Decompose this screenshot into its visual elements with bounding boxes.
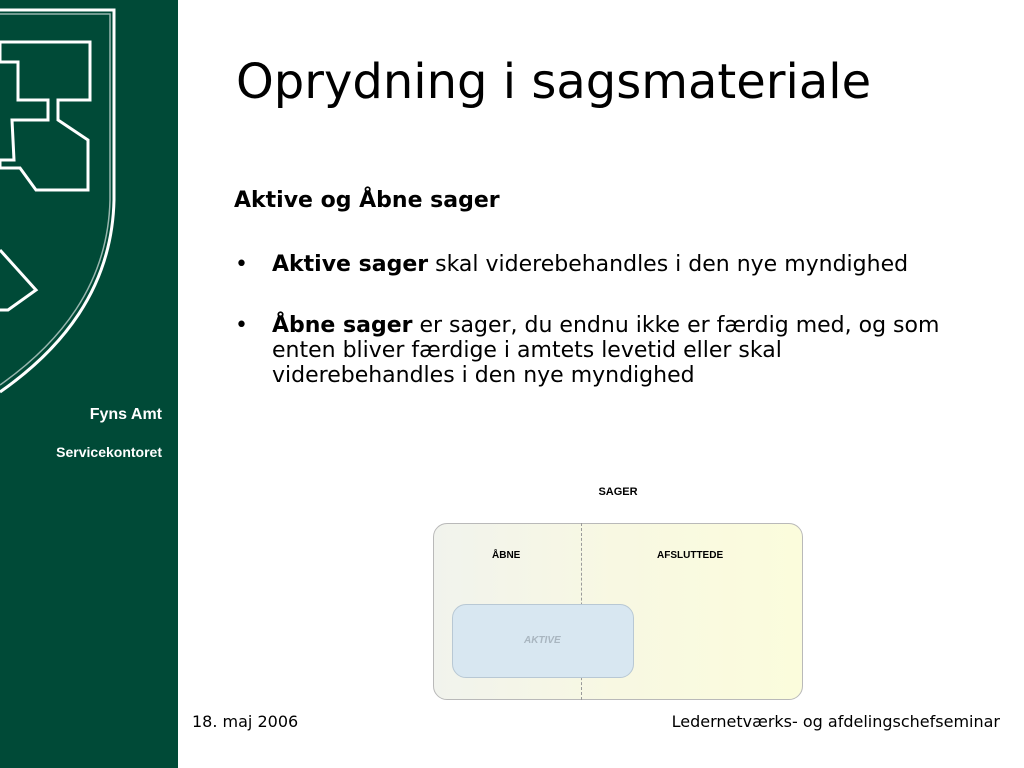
footer-date: 18. maj 2006: [192, 712, 299, 731]
closed-cases-label: AFSLUTTEDE: [657, 550, 724, 561]
slide-subtitle: Aktive og Åbne sager: [234, 188, 500, 213]
bullet-text: er sager, du endnu ikke er færdig med, og som enten bliver færdige i amtets levetid eller skal viderebehandles i den nye myndighed: [272, 313, 940, 388]
organization-name: Fyns Amt: [89, 406, 162, 423]
footer-event: Ledernetværks- og afdelingschefseminar: [671, 712, 1000, 731]
bullet-item: [232, 313, 952, 388]
bullet-marker: •: [235, 252, 248, 277]
bullet-list: [232, 252, 952, 424]
bullet-bold-text: Aktive sager: [272, 252, 429, 277]
bullet-item: [232, 252, 952, 277]
active-cases-label: AKTIVE: [524, 635, 561, 646]
diagram-title: SAGER: [598, 486, 638, 498]
slide-title: Oprydning i sagsmateriale: [236, 54, 872, 110]
shield-crest-icon: [0, 0, 178, 400]
organization-unit: Servicekontoret: [56, 444, 162, 460]
bullet-bold-text: Åbne sager: [272, 313, 413, 338]
open-cases-label: ÅBNE: [492, 550, 521, 561]
sidebar: [0, 0, 178, 768]
case-diagram: [430, 480, 810, 705]
bullet-marker: •: [235, 313, 248, 338]
bullet-text: skal viderebehandles i den nye myndighed: [428, 252, 909, 277]
